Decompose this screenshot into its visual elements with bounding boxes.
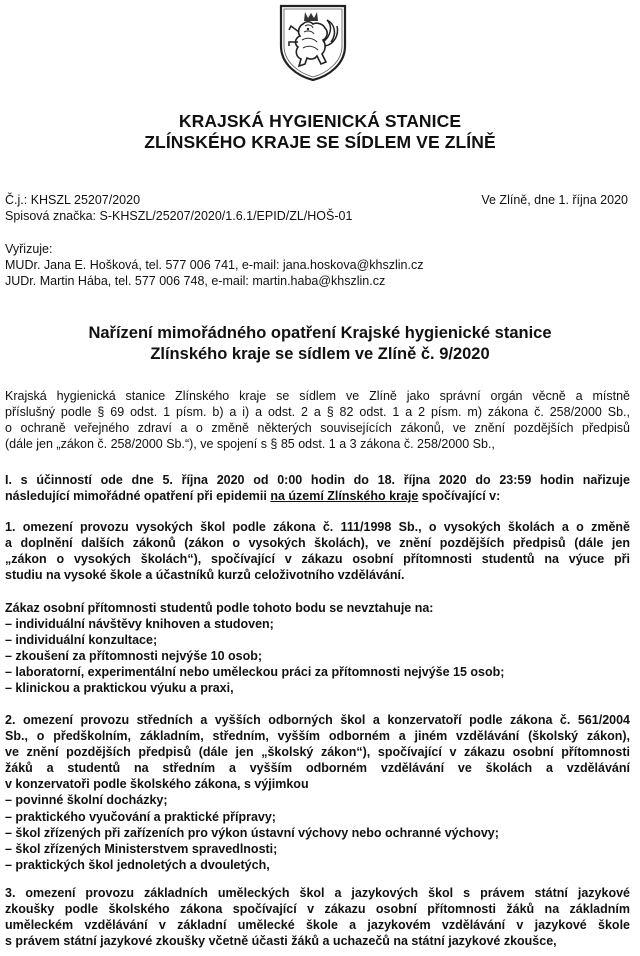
point-2-secondary-schools [5,712,630,873]
effective-clause [5,472,630,504]
point-line: studiu na vysoké škole a účastníků kurzů celoživotního vzdělávání. [5,568,405,583]
effective-line: I. s účinností ode dne 5. října 2020 od 0:00 hodin do 18. října 2020 do 23:59 hodin nařizuje [5,473,630,487]
intro-line: příslušný podle § 69 odst. 1 písm. b) a i) a odst. 2 a § 82 odst. 1 a 2 písm. m) zákona č. 258/2000 Sb., [5,405,630,420]
point-line: a doplnění dalších zákonů (zákon o vysokých školách), ve znění pozdějších předpisů (dále jen [5,536,630,551]
exception-item: – škol zřízených při zařízeních pro výkon ústavní výchovy nebo ochranné výchovy; [5,825,499,840]
point-line: Sb., o předškolním, základním, středním, vyšším odborném a jiném vzdělávání (školský zákon), [5,729,630,744]
point-line: zkoušky podle školského zákona spočívající v zákazu osobní přítomnosti žáků na základním [5,902,630,917]
contact-person-1: MUDr. Jana E. Hošková, tel. 577 006 741, e-mail: jana.hoskova@khszlin.cz [5,258,424,272]
point-line: v konzervatoři podle školského zákona, s výjimkou [5,777,309,792]
point-line: žáků a studentů na středním a vyšším odborném vzdělávání ve školách a vzdělávání [5,761,630,776]
case-number: Č.j.: KHSZL 25207/2020 [5,193,141,207]
coat-of-arms-emblem [277,2,349,82]
point-line: 1. omezení provozu vysokých škol podle zákona č. 111/1998 Sb., o vysokých školách a o změně [5,520,630,534]
document-title-line2: Zlínského kraje se sídlem ve Zlíně č. 9/2020 [150,345,490,363]
point-line: s právem státní jazykové zkoušky včetně účasti žáků a uchazečů na státní jazykové zkoušce, [5,934,557,949]
institution-name-line2: ZLÍNSKÉHO KRAJE SE SÍDLEM VE ZLÍNĚ [144,132,496,152]
exception-item: – laboratorní, experimentální nebo uměleckou práci za přítomnosti nejvýše 15 osob; [5,665,505,680]
file-mark: Spisová značka: S-KHSZL/25207/2020/1.6.1/EPID/ZL/HOŠ-01 [5,209,353,223]
exception-item: – povinné školní docházky; [5,793,168,808]
point-1-universities [5,519,630,583]
point-line: „zákon o vysokých školách“), spočívající v zákazu osobní přítomnosti studentů na výuce při [5,552,630,567]
document-date: Ve Zlíně, dne 1. října 2020 [481,193,628,207]
document-title-line1: Nařízení mimořádného opatření Krajské hygienické stanice [88,324,552,342]
point-line: 2. omezení provozu středních a vyšších odborných škol a konzervatoří podle zákona č. 561/2004 [5,713,630,727]
exception-item: – zkoušení za přítomnosti nejvýše 10 osob; [5,649,263,664]
effective-line-2 [5,488,630,504]
intro-line: o ochraně veřejného zdraví a o změně některých souvisejících zákonů, ve znění pozdějších předpisů [5,421,630,436]
contact-person-2: JUDr. Martin Hába, tel. 577 006 748, e-mail: martin.haba@khszlin.cz [5,274,386,288]
intro-line: (dále jen „zákon č. 258/2000 Sb.“), ve spojení s § 85 odst. 1 a 3 zákona č. 258/2000 Sb., [5,437,495,452]
exceptions-intro: Zákaz osobní přítomnosti studentů podle tohoto bodu se nevztahuje na: [5,601,434,615]
contacts-label: Vyřizuje: [5,242,53,256]
point-1-exceptions [5,600,630,697]
institution-name-line1: KRAJSKÁ HYGIENICKÁ STANICE [178,111,462,131]
effective-text: následující mimořádné opatření při epidemii [5,489,271,504]
point-line: ve znění pozdějších předpisů (dále jen „školský zákon“), spočívající v zákazu osobní přítomnosti [5,745,630,760]
effective-text: spočívající v: [418,489,501,504]
territory-underlined: na území Zlínského kraje [270,489,419,504]
exception-item: – škol zřízených Ministerstvem spravedlnosti; [5,841,278,856]
point-line: uměleckém vzdělávání v základní umělecké škole a jazykovém vzdělávání v jazykové škole [5,918,630,933]
intro-line: Krajská hygienická stanice Zlínského kraje se sídlem ve Zlíně jako správní orgán věcně a místně [5,389,630,403]
exception-item: – klinickou a praktickou výuku a praxi, [5,681,234,696]
point-line: 3. omezení provozu základních uměleckých škol a jazykových škol s právem státní jazykové [5,886,630,900]
exception-item: – praktických škol jednoletých a dvouletých, [5,857,270,872]
intro-paragraph [5,388,630,452]
exception-item: – individuální návštěvy knihoven a studoven; [5,617,274,632]
exception-item: – praktického vyučování a praktické přípravy; [5,809,276,824]
exception-item: – individuální konzultace; [5,633,158,648]
point-3-art-language-schools [5,885,630,949]
